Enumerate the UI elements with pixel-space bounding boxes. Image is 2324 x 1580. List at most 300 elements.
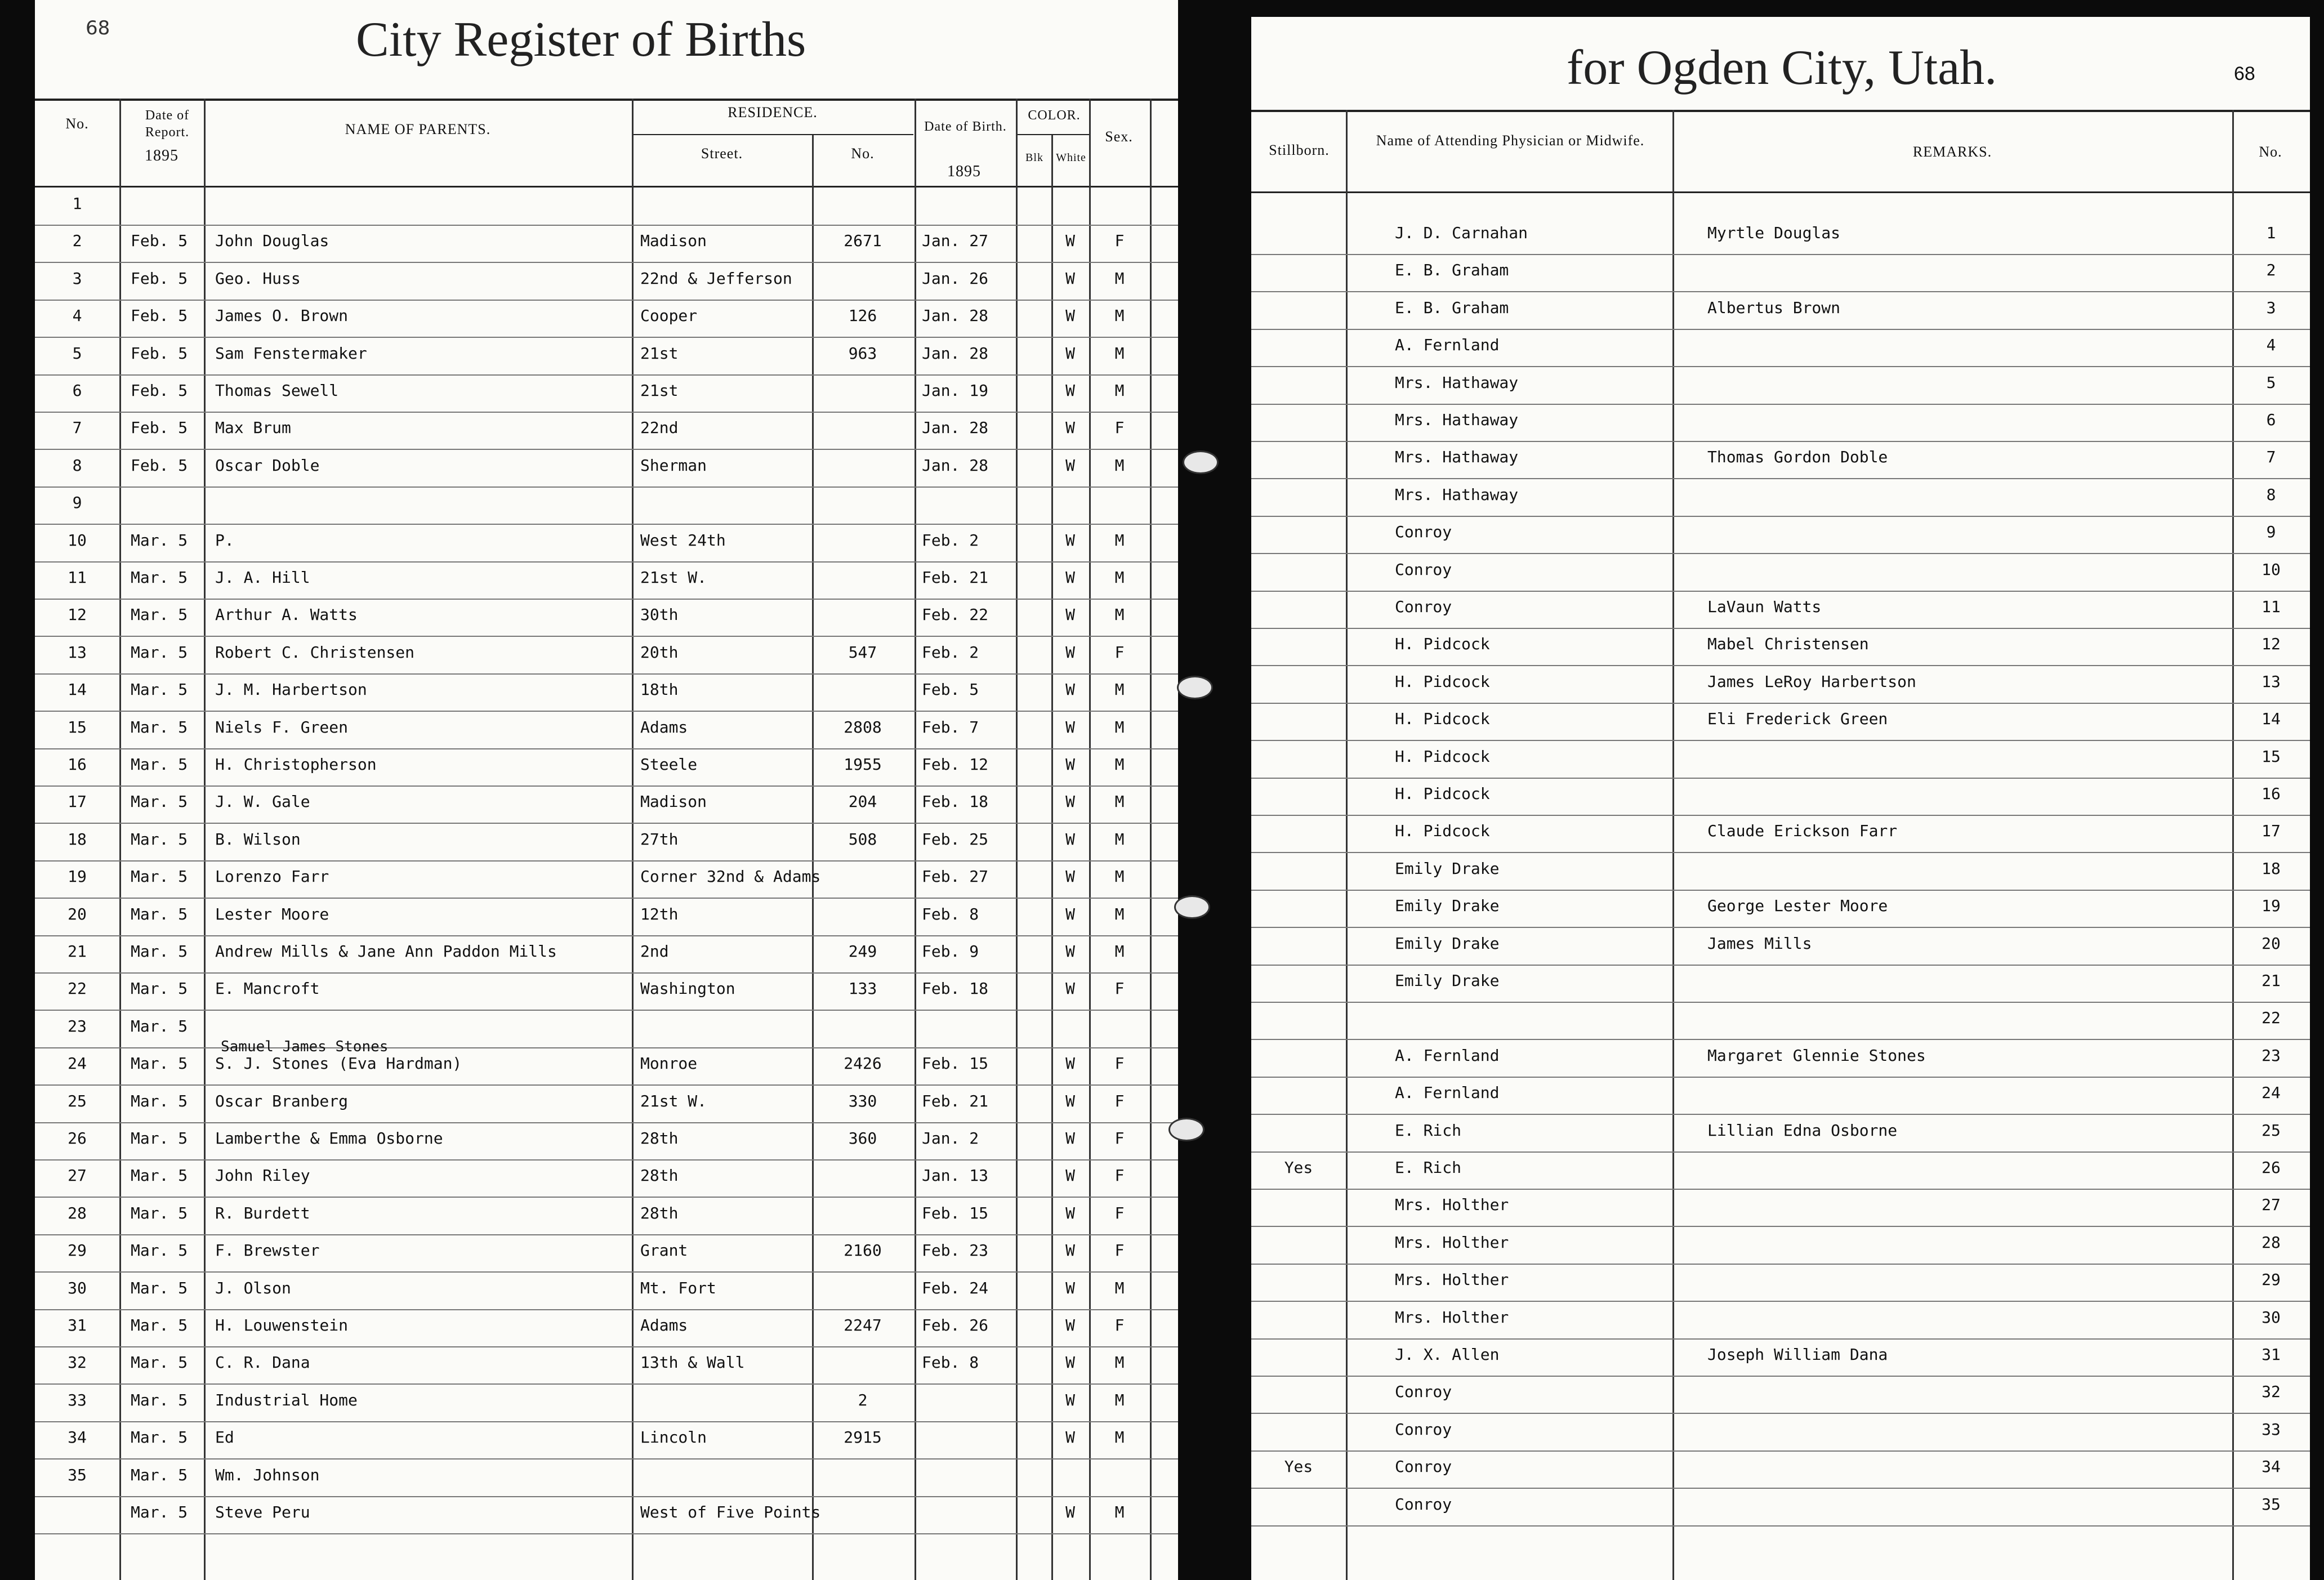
attending-physician: Emily Drake [1395, 896, 1500, 916]
sex: M [1114, 306, 1125, 325]
birth-date: Feb. 22 [922, 605, 989, 624]
residence-number: 360 [848, 1129, 877, 1148]
entry-number: 31 [68, 1316, 87, 1334]
page-number: 68 [2234, 63, 2255, 84]
parents-name: Sam Fenstermaker [215, 343, 367, 363]
register-row [1251, 292, 2310, 330]
report-date: Mar. 5 [131, 979, 188, 998]
register-row [1251, 1002, 2310, 1040]
register-row [35, 1038, 1178, 1086]
sex: M [1114, 568, 1125, 587]
residence-number: 963 [848, 343, 877, 363]
entry-number: 32 [2261, 1382, 2281, 1402]
register-row [35, 262, 1178, 301]
color-divider [1018, 134, 1091, 135]
register-row [35, 1234, 1178, 1273]
birth-date: Jan. 2 [922, 1129, 979, 1148]
parents-name: James O. Brown [215, 306, 349, 325]
attending-physician: H. Pidcock [1395, 747, 1490, 766]
sex: F [1114, 1241, 1125, 1260]
entry-number: 18 [2261, 859, 2281, 878]
sex: M [1114, 456, 1125, 475]
residence-number: 2671 [844, 231, 882, 251]
residence-street: 2nd [640, 942, 669, 961]
sex: F [1114, 1091, 1125, 1110]
attending-physician: Conroy [1395, 560, 1452, 579]
parents-name: J. M. Harbertson [215, 680, 367, 699]
birth-date: Feb. 24 [922, 1278, 989, 1297]
col-header-street: Street. [701, 145, 743, 162]
attending-physician: Mrs. Hathaway [1395, 448, 1519, 467]
remarks: Margaret Glennie Stones [1707, 1046, 1926, 1065]
color-white: W [1065, 306, 1075, 325]
register-row [1251, 329, 2310, 367]
register-row [1251, 1226, 2310, 1265]
color-white: W [1065, 755, 1075, 774]
residence-street: Steele [640, 755, 698, 774]
color-white: W [1065, 1129, 1075, 1148]
report-date: Mar. 5 [131, 1353, 188, 1372]
birth-date: Feb. 26 [922, 1316, 989, 1334]
parents-name: Oscar Branberg [215, 1091, 349, 1110]
register-row [35, 300, 1178, 338]
sex: M [1114, 717, 1125, 737]
color-white: W [1065, 904, 1075, 923]
entry-number: 12 [68, 605, 87, 624]
col-header-date-birth: Date of Birth. [924, 119, 1007, 134]
register-row [35, 337, 1178, 376]
sex: M [1114, 381, 1125, 400]
color-white: W [1065, 717, 1075, 737]
report-date: Feb. 5 [131, 343, 188, 363]
register-row [1251, 965, 2310, 1003]
residence-number: 1955 [844, 755, 882, 774]
entry-number: 15 [68, 717, 87, 737]
attending-physician: H. Pidcock [1395, 822, 1490, 841]
parents-name: Lorenzo Farr [215, 867, 329, 886]
residence-street: 28th [640, 1203, 679, 1222]
page-title-left: City Register of Births [356, 12, 806, 67]
entry-number: 23 [2261, 1046, 2281, 1065]
sex: M [1114, 792, 1125, 811]
attending-physician: J. D. Carnahan [1395, 224, 1528, 242]
attending-physician: A. Fernland [1395, 1083, 1500, 1103]
register-row [1251, 890, 2310, 928]
col-header-residence: RESIDENCE. [728, 104, 818, 120]
entry-number: 14 [68, 680, 87, 699]
register-row [35, 1085, 1178, 1123]
sex: F [1114, 1316, 1125, 1334]
color-white: W [1065, 867, 1075, 886]
residence-street: West 24th [640, 530, 726, 550]
register-row [35, 1122, 1178, 1161]
attending-physician: Mrs. Holther [1395, 1233, 1509, 1252]
report-date: Mar. 5 [131, 642, 188, 662]
sex: F [1114, 418, 1125, 438]
entry-number: 16 [2261, 784, 2281, 803]
residence-number: 2160 [844, 1241, 882, 1260]
residence-street: 28th [640, 1166, 679, 1185]
entry-number: 29 [2261, 1270, 2281, 1289]
report-date: Mar. 5 [131, 1278, 188, 1297]
report-date: Mar. 5 [131, 867, 188, 886]
register-row [1251, 778, 2310, 816]
parents-name: Arthur A. Watts [215, 605, 358, 624]
register-row [1251, 1114, 2310, 1153]
entry-number: 6 [72, 381, 82, 400]
report-date: Mar. 5 [131, 1465, 188, 1484]
binder-hole [1174, 895, 1210, 919]
sex: F [1114, 979, 1125, 998]
entry-number: 26 [68, 1129, 87, 1148]
residence-street: 22nd [640, 418, 679, 438]
residence-number: 2915 [844, 1428, 882, 1447]
entry-number: 34 [68, 1428, 87, 1447]
birth-date: Feb. 21 [922, 568, 989, 587]
register-row [35, 487, 1178, 525]
register-row [35, 1197, 1178, 1235]
entry-number: 35 [2261, 1494, 2281, 1514]
birth-date: Feb. 2 [922, 642, 979, 662]
residence-street: Sherman [640, 456, 707, 475]
entry-number: 33 [2261, 1420, 2281, 1439]
register-row [35, 1346, 1178, 1385]
birth-date: Feb. 18 [922, 979, 989, 998]
register-row [35, 898, 1178, 936]
residence-number: 126 [848, 306, 877, 325]
report-date: Mar. 5 [131, 680, 188, 699]
entry-number: 25 [68, 1091, 87, 1110]
entry-number: 4 [2266, 336, 2276, 355]
residence-street: 21st [640, 381, 679, 400]
report-date: Mar. 5 [131, 1241, 188, 1260]
sex: M [1114, 680, 1125, 699]
sex: M [1114, 1503, 1125, 1521]
color-white: W [1065, 568, 1075, 587]
color-white: W [1065, 1203, 1075, 1222]
col-header-stillborn: Stillborn. [1269, 142, 1330, 158]
entry-number: 22 [2261, 1008, 2281, 1028]
entry-number: 31 [2261, 1345, 2281, 1364]
col-header-parents: NAME OF PARENTS. [345, 121, 491, 137]
register-row [35, 1459, 1178, 1497]
register-row [35, 748, 1178, 787]
parents-name: F. Brewster [215, 1241, 320, 1260]
residence-street: 21st W. [640, 568, 707, 587]
entry-number: 32 [68, 1353, 87, 1372]
residence-number: 330 [848, 1091, 877, 1110]
color-white: W [1065, 1241, 1075, 1260]
page-title-right: for Ogden City, Utah. [1567, 41, 1997, 95]
color-white: W [1065, 1316, 1075, 1334]
parents-name: Lester Moore [215, 904, 329, 923]
attending-physician: E. B. Graham [1395, 261, 1509, 280]
entry-number: 25 [2261, 1121, 2281, 1140]
birth-date: Feb. 8 [922, 904, 979, 923]
report-date: Mar. 5 [131, 1316, 188, 1334]
entry-number: 24 [2261, 1083, 2281, 1103]
color-white: W [1065, 1091, 1075, 1110]
color-white: W [1065, 642, 1075, 662]
entry-number: 30 [68, 1278, 87, 1297]
entry-number: 24 [68, 1054, 87, 1073]
birth-date: Jan. 26 [922, 269, 989, 288]
entry-number: 17 [2261, 822, 2281, 841]
report-date: Mar. 5 [131, 530, 188, 550]
residence-street: Monroe [640, 1054, 698, 1073]
parents-name: Niels F. Green [215, 717, 349, 737]
parents-name: John Douglas [215, 231, 329, 251]
col-header-no: No. [65, 115, 89, 132]
col-header-remarks: REMARKS. [1912, 144, 1992, 160]
entry-number: 2 [72, 231, 82, 251]
entry-number: 8 [2266, 485, 2276, 504]
residence-street: Washington [640, 979, 735, 998]
color-white: W [1065, 1428, 1075, 1447]
entry-number: 28 [2261, 1233, 2281, 1252]
attending-physician: A. Fernland [1395, 1046, 1500, 1065]
header-top-rule [35, 99, 1178, 101]
entry-number: 11 [2261, 597, 2281, 616]
col-header-color: COLOR. [1028, 108, 1081, 123]
attending-physician: H. Pidcock [1395, 672, 1490, 691]
entry-number: 23 [68, 1016, 87, 1036]
residence-number: 204 [848, 792, 877, 811]
parents-name: John Riley [215, 1166, 310, 1185]
entry-number: 28 [68, 1203, 87, 1222]
entry-number: 20 [68, 904, 87, 923]
entry-number: 8 [72, 456, 82, 475]
register-row [35, 1272, 1178, 1310]
register-row [1251, 703, 2310, 741]
attending-physician: H. Pidcock [1395, 635, 1490, 654]
register-row [35, 225, 1178, 263]
residence-street: Adams [640, 717, 688, 737]
color-white: W [1065, 418, 1075, 438]
sex: M [1114, 343, 1125, 363]
residence-street: 13th & Wall [640, 1353, 745, 1372]
residence-street: Adams [640, 1316, 688, 1334]
birth-date: Feb. 9 [922, 942, 979, 961]
entry-number: 16 [68, 755, 87, 774]
report-date: Mar. 5 [131, 568, 188, 587]
residence-street: 21st [640, 343, 679, 363]
report-date: Mar. 5 [131, 1503, 188, 1521]
register-row [1251, 628, 2310, 666]
sex: F [1114, 642, 1125, 662]
color-white: W [1065, 381, 1075, 400]
color-white: W [1065, 1503, 1075, 1521]
register-row [1251, 591, 2310, 629]
entry-number: 3 [2266, 298, 2276, 317]
parents-name: Ed [215, 1428, 234, 1447]
birth-date: Feb. 5 [922, 680, 979, 699]
register-row [1251, 853, 2310, 891]
entry-number: 22 [68, 979, 87, 998]
register-row [35, 673, 1178, 712]
residence-street: 12th [640, 904, 679, 923]
register-row [35, 935, 1178, 974]
entry-number: 33 [68, 1390, 87, 1409]
binder-hole [1183, 450, 1219, 474]
birth-date: Jan. 13 [922, 1166, 989, 1185]
register-row [1251, 1264, 2310, 1302]
residence-number: 547 [848, 642, 877, 662]
birth-date: Feb. 7 [922, 717, 979, 737]
parents-name: C. R. Dana [215, 1353, 310, 1372]
sex: M [1114, 1390, 1125, 1409]
report-date: Mar. 5 [131, 1428, 188, 1447]
header-bottom-rule [1251, 191, 2310, 193]
sex: M [1114, 942, 1125, 961]
attending-physician: E. B. Graham [1395, 298, 1509, 317]
register-row [1251, 1151, 2310, 1190]
attending-physician: A. Fernland [1395, 336, 1500, 355]
entry-number: 2 [2266, 261, 2276, 280]
residence-number: 508 [848, 829, 877, 849]
register-row [1251, 516, 2310, 554]
color-white: W [1065, 792, 1075, 811]
attending-physician: E. Rich [1395, 1121, 1462, 1140]
parents-name: Robert C. Christensen [215, 642, 415, 662]
entry-number: 7 [2266, 448, 2276, 467]
attending-physician: Emily Drake [1395, 934, 1500, 953]
report-date: Mar. 5 [131, 1203, 188, 1222]
register-row [35, 711, 1178, 749]
entry-number: 35 [68, 1465, 87, 1484]
entry-number: 1 [72, 194, 82, 213]
attending-physician: E. Rich [1395, 1158, 1462, 1177]
register-row [35, 599, 1178, 637]
color-white: W [1065, 231, 1075, 251]
parents-name: Industrial Home [215, 1390, 358, 1409]
attending-physician: Mrs. Hathaway [1395, 485, 1519, 504]
entry-number: 9 [2266, 523, 2276, 542]
report-date: Mar. 5 [131, 904, 188, 923]
stillborn-flag: Yes [1284, 1457, 1313, 1476]
pencil-page-number: 68 [86, 17, 110, 39]
color-white: W [1065, 1390, 1075, 1409]
report-date: Mar. 5 [131, 1016, 188, 1036]
color-white: W [1065, 1353, 1075, 1372]
report-date: Mar. 5 [131, 1390, 188, 1409]
entry-number: 19 [2261, 896, 2281, 916]
color-white: W [1065, 680, 1075, 699]
register-row [35, 449, 1178, 488]
parents-name: J. W. Gale [215, 792, 310, 811]
parents-name: Thomas Sewell [215, 381, 339, 400]
residence-street: Mt. Fort [640, 1278, 716, 1297]
entry-number: 26 [2261, 1158, 2281, 1177]
report-date: Mar. 5 [131, 942, 188, 961]
register-row [35, 785, 1178, 824]
residence-number: 2 [858, 1390, 868, 1409]
parents-note: Samuel James Stones [221, 1038, 389, 1056]
sex: M [1114, 605, 1125, 624]
parents-name: H. Christopherson [215, 755, 377, 774]
residence-street: 21st W. [640, 1091, 707, 1110]
attending-physician: Mrs. Hathaway [1395, 410, 1519, 429]
entry-number: 34 [2261, 1457, 2281, 1476]
parents-name: Max Brum [215, 418, 291, 438]
binder-hole [1168, 1118, 1205, 1141]
residence-number: 2426 [844, 1054, 882, 1073]
remarks: Joseph William Dana [1707, 1345, 1888, 1364]
residence-street: 20th [640, 642, 679, 662]
parents-name: Wm. Johnson [215, 1465, 320, 1484]
remarks: Albertus Brown [1707, 298, 1841, 317]
residence-street: 30th [640, 605, 679, 624]
sex: F [1114, 1054, 1125, 1073]
sex: F [1114, 1129, 1125, 1148]
binder-hole [1177, 676, 1213, 699]
register-row [1251, 479, 2310, 517]
register-row [1251, 815, 2310, 853]
sex: M [1114, 269, 1125, 288]
residence-number: 2247 [844, 1316, 882, 1334]
entry-number: 5 [72, 343, 82, 363]
residence-street: West of Five Points [640, 1503, 821, 1521]
register-row [1251, 1376, 2310, 1414]
birth-date: Feb. 15 [922, 1054, 989, 1073]
entry-number: 6 [2266, 410, 2276, 429]
year-label-birth: 1895 [947, 163, 981, 180]
register-row [35, 972, 1178, 1011]
parents-name: R. Burdett [215, 1203, 310, 1222]
residence-street: Corner 32nd & Adams [640, 867, 821, 886]
sex: M [1114, 1353, 1125, 1372]
birth-date: Feb. 15 [922, 1203, 989, 1222]
entry-number: 18 [68, 829, 87, 849]
parents-name: J. A. Hill [215, 568, 310, 587]
remarks: Thomas Gordon Doble [1707, 448, 1888, 467]
residence-street: 18th [640, 680, 679, 699]
residence-street: Madison [640, 792, 707, 811]
birth-date: Jan. 28 [922, 306, 989, 325]
entry-number: 19 [68, 867, 87, 886]
register-row [1251, 404, 2310, 442]
remarks: Myrtle Douglas [1707, 224, 1841, 242]
sex: F [1114, 231, 1125, 251]
remarks: LaVaun Watts [1707, 597, 1822, 616]
col-header-date-report: Date of Report. [145, 108, 190, 140]
report-date: Feb. 5 [131, 306, 188, 325]
residence-divider [632, 134, 913, 135]
parents-name: B. Wilson [215, 829, 301, 849]
residence-street: 28th [640, 1129, 679, 1148]
parents-name: Oscar Doble [215, 456, 320, 475]
residence-street: Madison [640, 231, 707, 251]
parents-name: S. J. Stones (Eva Hardman) [215, 1054, 462, 1073]
birth-date: Feb. 21 [922, 1091, 989, 1110]
register-row [35, 860, 1178, 899]
birth-date: Feb. 18 [922, 792, 989, 811]
report-date: Feb. 5 [131, 231, 188, 251]
register-row [1251, 1301, 2310, 1340]
remarks: Eli Frederick Green [1707, 709, 1888, 729]
right-register-page [1251, 17, 2310, 1580]
report-date: Mar. 5 [131, 792, 188, 811]
remarks: Lillian Edna Osborne [1707, 1121, 1898, 1140]
report-date: Mar. 5 [131, 1166, 188, 1185]
register-row [35, 374, 1178, 413]
register-row [1251, 554, 2310, 592]
color-white: W [1065, 269, 1075, 288]
register-row [35, 636, 1178, 675]
entry-number: 10 [68, 530, 87, 550]
entry-number: 1 [2266, 224, 2276, 242]
sex: F [1114, 1203, 1125, 1222]
